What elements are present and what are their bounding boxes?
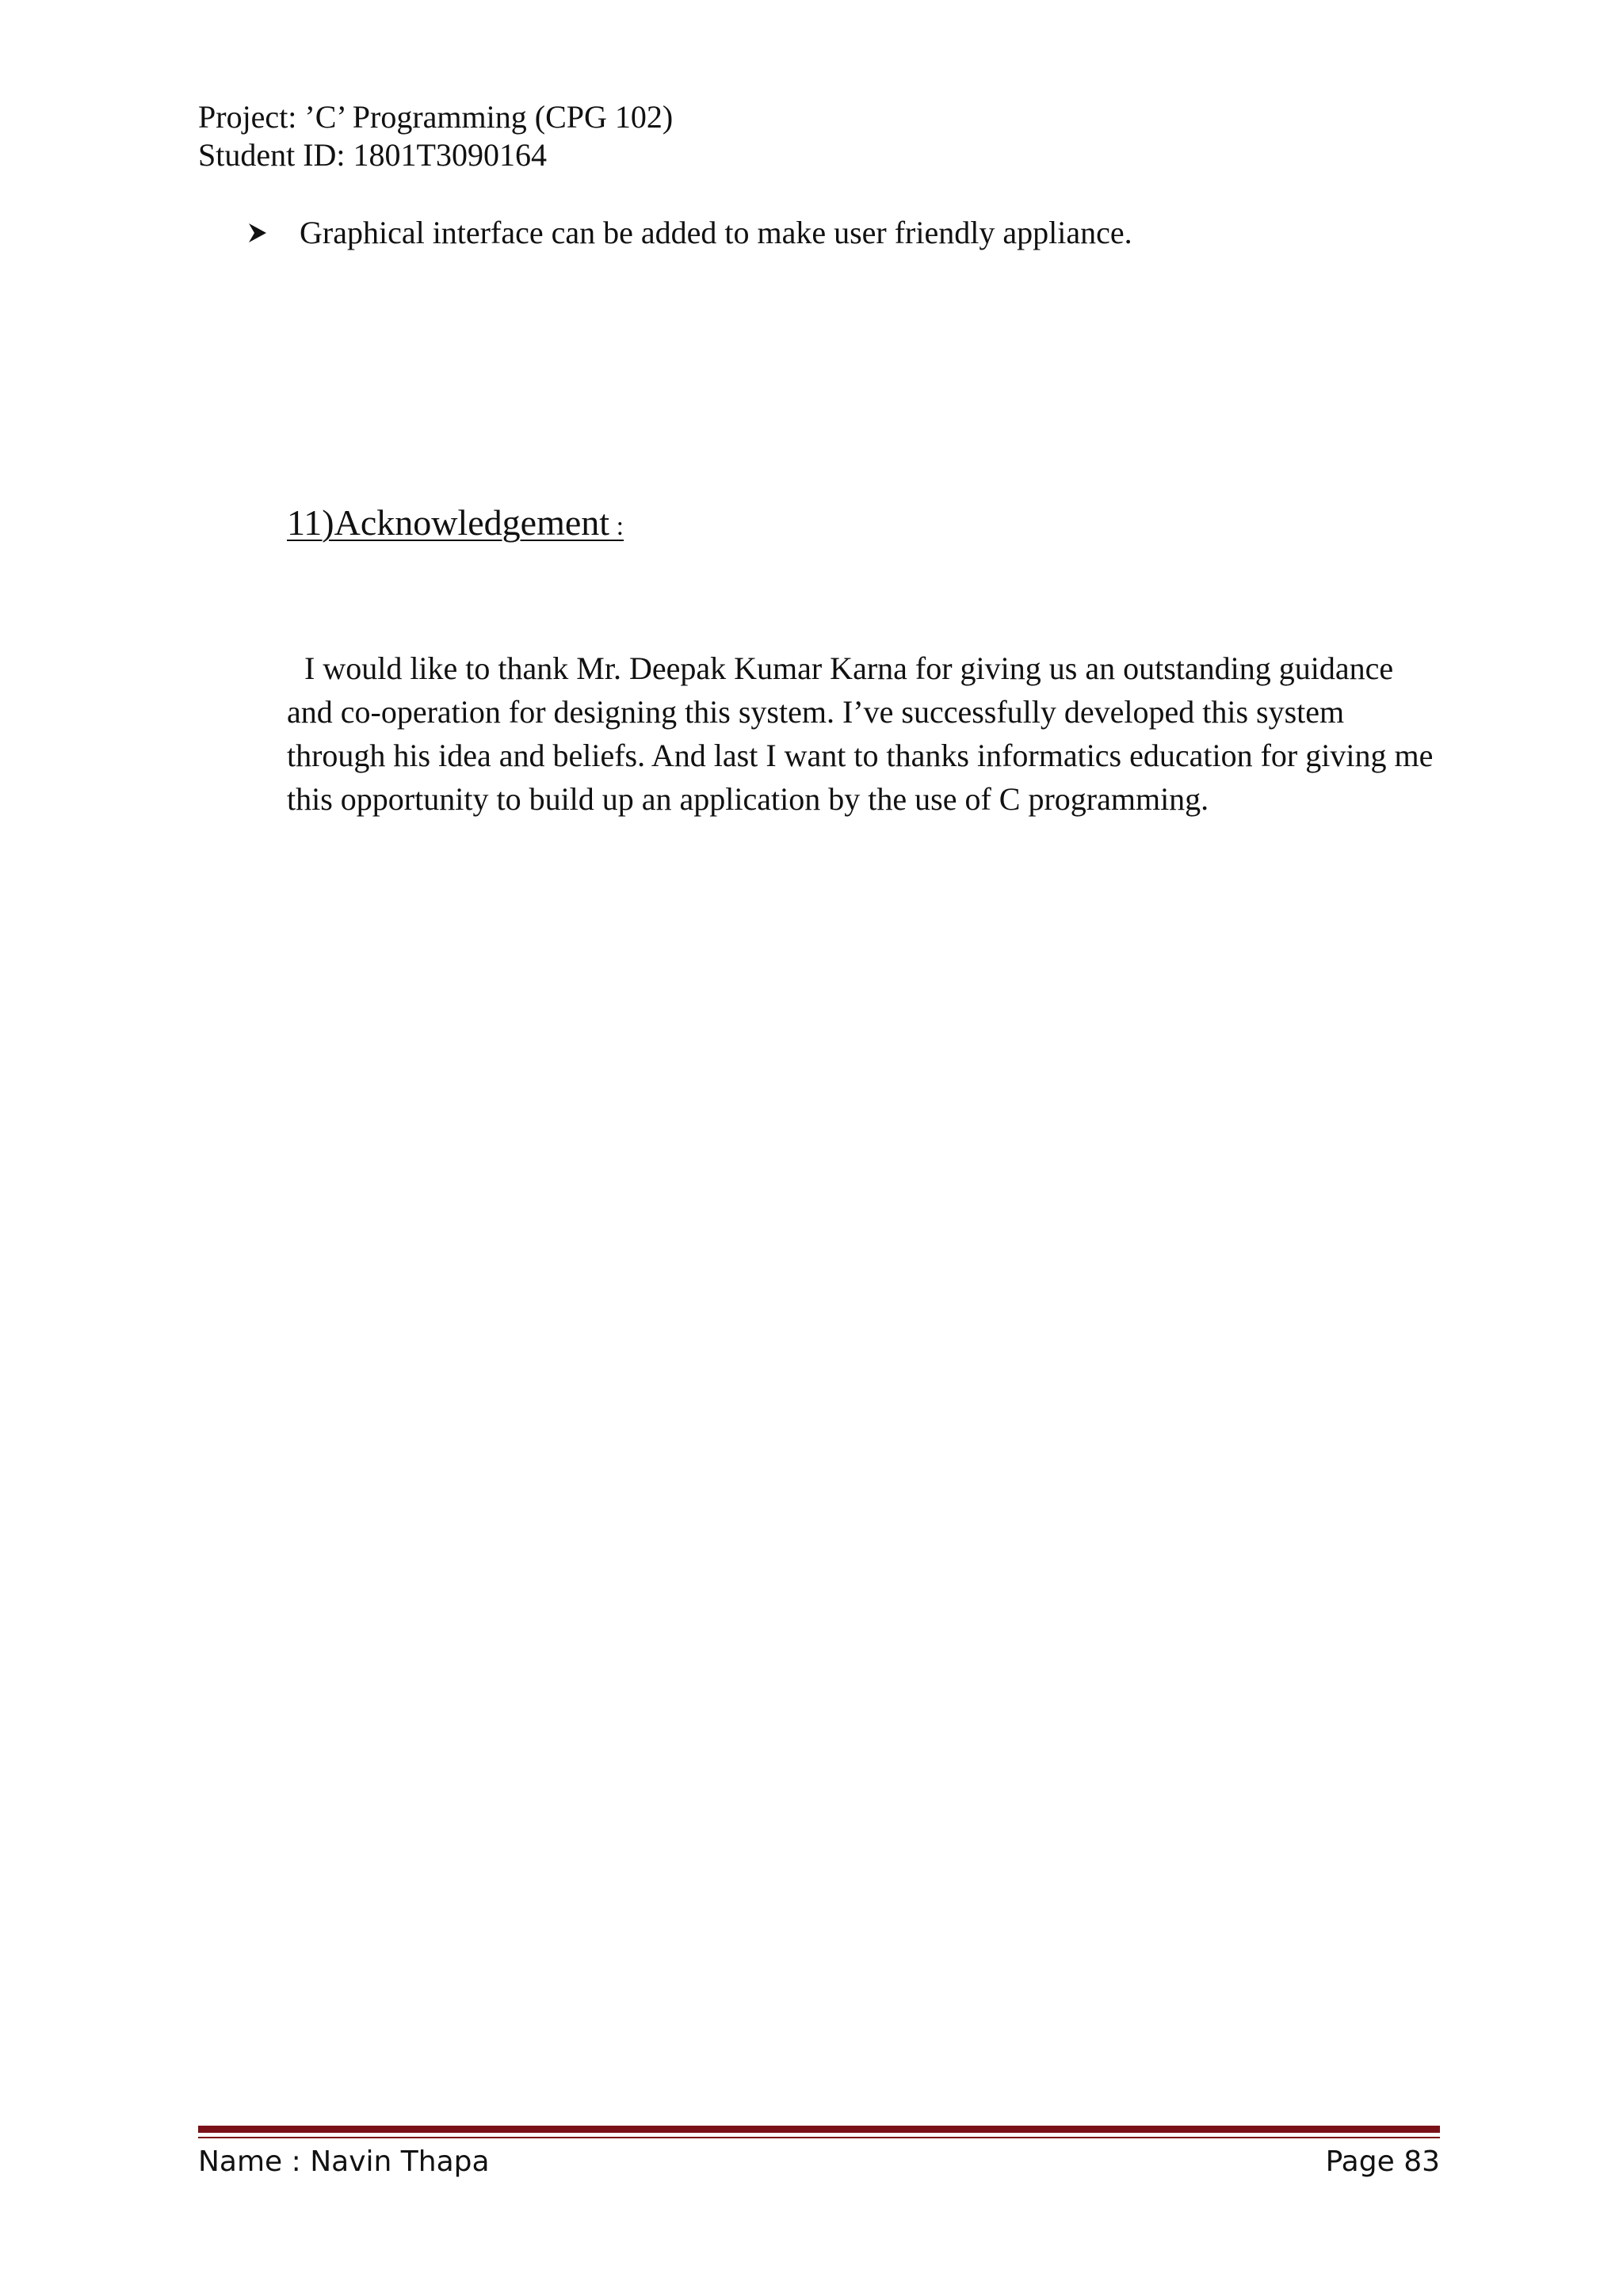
arrow-bullet-icon [247,222,269,244]
acknowledgement-text: I would like to thank Mr. Deepak Kumar Karna for giving us an outstanding guidance and co-operation for designing this system. I’ve successfully developed this system through his idea and beliefs. And last I want to thanks informatics education for giving me this opportunity to build up an application by the use of C programming. [287,650,1434,817]
project-title: Project: ’C’ Programming (CPG 102) [198,99,674,135]
page-footer [198,2144,1440,2180]
page-header [198,98,673,174]
footer-rule-thin [198,2137,1440,2138]
footer-rule [198,2126,1440,2133]
heading-suffix: : [609,512,624,541]
heading-text: 11)Acknowledgement [287,502,610,543]
footer-page-number: Page 83 [1325,2145,1440,2178]
section-heading [287,501,624,549]
acknowledgement-paragraph [287,646,1444,821]
bullet-text: Graphical interface can be added to make user friendly appliance. [300,215,1132,250]
student-id: Student ID: 1801T3090164 [198,137,547,173]
bullet-item [247,214,1132,252]
footer-author-name: Name : Navin Thapa [198,2145,490,2178]
